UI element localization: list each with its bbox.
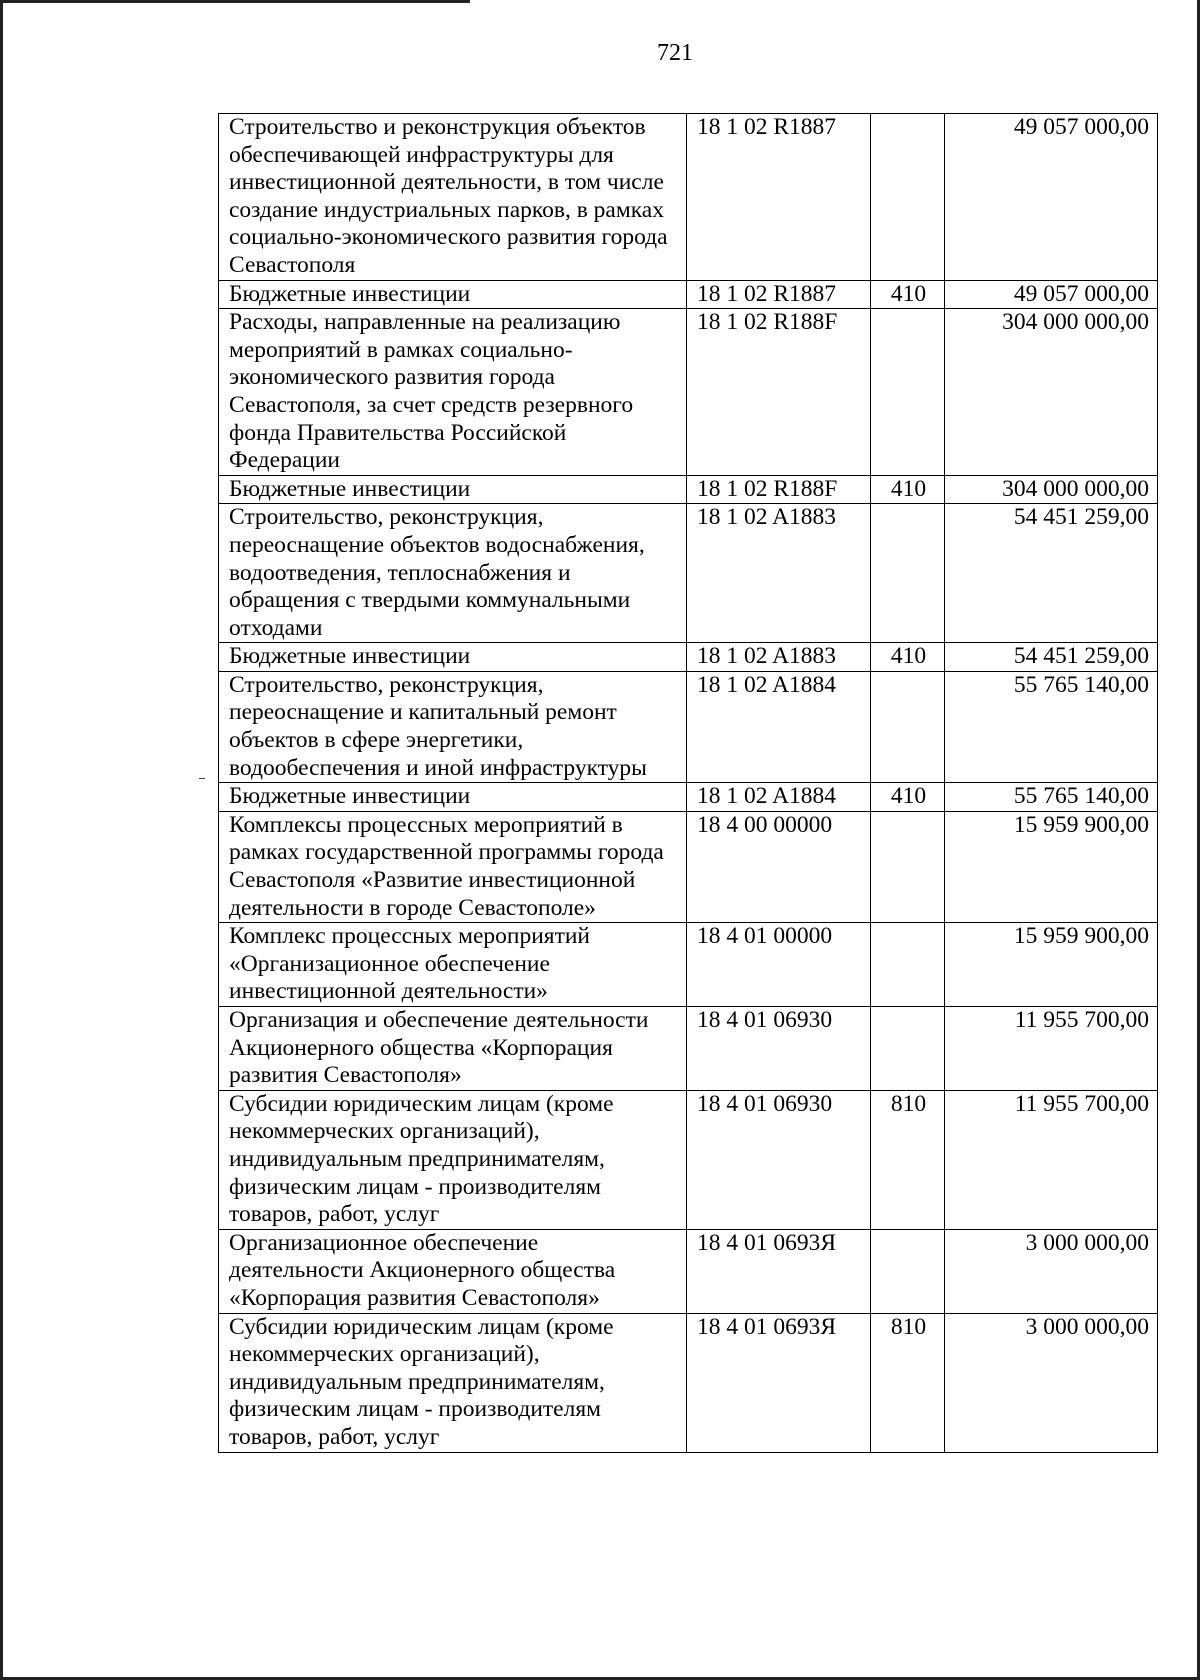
row-amount: 304 000 000,00	[945, 475, 1158, 504]
budget-table	[218, 113, 1158, 1453]
row-amount: 54 451 259,00	[945, 504, 1158, 643]
page-number: 721	[657, 40, 693, 66]
scan-border-top	[0, 0, 470, 3]
row-amount: 55 765 140,00	[945, 783, 1158, 812]
row-code: 18 4 01 0693Я	[687, 1229, 871, 1313]
row-expense-type	[871, 1229, 945, 1313]
row-name: Субсидии юридическим лицам (кроме некоммерческих организаций), индивидуальным предпринимателям, физическим лицам - производителям товаров, работ, услуг	[219, 1313, 687, 1452]
row-name: Бюджетные инвестиции	[219, 783, 687, 812]
table-row	[219, 783, 1158, 812]
row-code: 18 1 02 A1883	[687, 643, 871, 672]
row-name: Бюджетные инвестиции	[219, 475, 687, 504]
scan-border-left	[0, 0, 3, 1680]
row-amount: 54 451 259,00	[945, 643, 1158, 672]
table-row	[219, 923, 1158, 1007]
table-row	[219, 643, 1158, 672]
row-code: 18 4 01 0693Я	[687, 1313, 871, 1452]
row-name: Строительство, реконструкция, переоснащение и капитальный ремонт объектов в сфере энергетики, водообеспечения и иной инфраструктуры	[219, 671, 687, 782]
row-expense-type	[871, 114, 945, 281]
row-amount: 11 955 700,00	[945, 1007, 1158, 1091]
row-code: 18 1 02 R1887	[687, 114, 871, 281]
row-expense-type	[871, 923, 945, 1007]
table-row	[219, 671, 1158, 782]
row-expense-type	[871, 671, 945, 782]
row-amount: 15 959 900,00	[945, 811, 1158, 922]
table-row	[219, 1313, 1158, 1452]
row-name: Расходы, направленные на реализацию мероприятий в рамках социально-экономического развития города Севастополя, за счет средств резервного фонда Правительства Российской Федерации	[219, 309, 687, 476]
row-name: Комплекс процессных мероприятий «Организационное обеспечение инвестиционной деятельности»	[219, 923, 687, 1007]
table-row	[219, 280, 1158, 309]
row-code: 18 1 02 A1883	[687, 504, 871, 643]
row-name: Организация и обеспечение деятельности Акционерного общества «Корпорация развития Севастополя»	[219, 1007, 687, 1091]
row-expense-type	[871, 1007, 945, 1091]
table-row	[219, 1090, 1158, 1229]
row-expense-type	[871, 811, 945, 922]
row-code: 18 1 02 R1887	[687, 280, 871, 309]
margin-mark	[199, 778, 205, 779]
row-expense-type: 810	[871, 1313, 945, 1452]
row-code: 18 1 02 A1884	[687, 671, 871, 782]
row-expense-type	[871, 504, 945, 643]
row-amount: 3 000 000,00	[945, 1229, 1158, 1313]
row-amount: 11 955 700,00	[945, 1090, 1158, 1229]
row-amount: 3 000 000,00	[945, 1313, 1158, 1452]
row-expense-type	[871, 309, 945, 476]
row-expense-type: 410	[871, 783, 945, 812]
row-name: Организационное обеспечение деятельности Акционерного общества «Корпорация развития Севастополя»	[219, 1229, 687, 1313]
row-name: Комплексы процессных мероприятий в рамках государственной программы города Севастополя «Развитие инвестиционной деятельности в городе Севастополе»	[219, 811, 687, 922]
row-amount: 49 057 000,00	[945, 280, 1158, 309]
table-row	[219, 811, 1158, 922]
table-row	[219, 114, 1158, 281]
row-code: 18 4 00 00000	[687, 811, 871, 922]
row-expense-type: 410	[871, 475, 945, 504]
row-code: 18 4 01 06930	[687, 1090, 871, 1229]
row-name: Бюджетные инвестиции	[219, 280, 687, 309]
row-amount: 15 959 900,00	[945, 923, 1158, 1007]
row-amount: 55 765 140,00	[945, 671, 1158, 782]
row-code: 18 1 02 R188F	[687, 309, 871, 476]
row-code: 18 4 01 00000	[687, 923, 871, 1007]
row-code: 18 1 02 R188F	[687, 475, 871, 504]
table-row	[219, 475, 1158, 504]
row-name: Строительство и реконструкция объектов обеспечивающей инфраструктуры для инвестиционной деятельности, в том числе создание индустриальных парков, в рамках социально-экономического развития города Севастополя	[219, 114, 687, 281]
row-name: Субсидии юридическим лицам (кроме некоммерческих организаций), индивидуальным предпринимателям, физическим лицам - производителям товаров, работ, услуг	[219, 1090, 687, 1229]
table-row	[219, 1007, 1158, 1091]
table-row	[219, 309, 1158, 476]
row-name: Бюджетные инвестиции	[219, 643, 687, 672]
table-row	[219, 504, 1158, 643]
row-amount: 49 057 000,00	[945, 114, 1158, 281]
row-amount: 304 000 000,00	[945, 309, 1158, 476]
row-expense-type: 410	[871, 280, 945, 309]
row-name: Строительство, реконструкция, переоснащение объектов водоснабжения, водоотведения, теплоснабжения и обращения с твердыми коммунальными отходами	[219, 504, 687, 643]
row-expense-type: 410	[871, 643, 945, 672]
row-code: 18 4 01 06930	[687, 1007, 871, 1091]
table-row	[219, 1229, 1158, 1313]
row-expense-type: 810	[871, 1090, 945, 1229]
row-code: 18 1 02 A1884	[687, 783, 871, 812]
